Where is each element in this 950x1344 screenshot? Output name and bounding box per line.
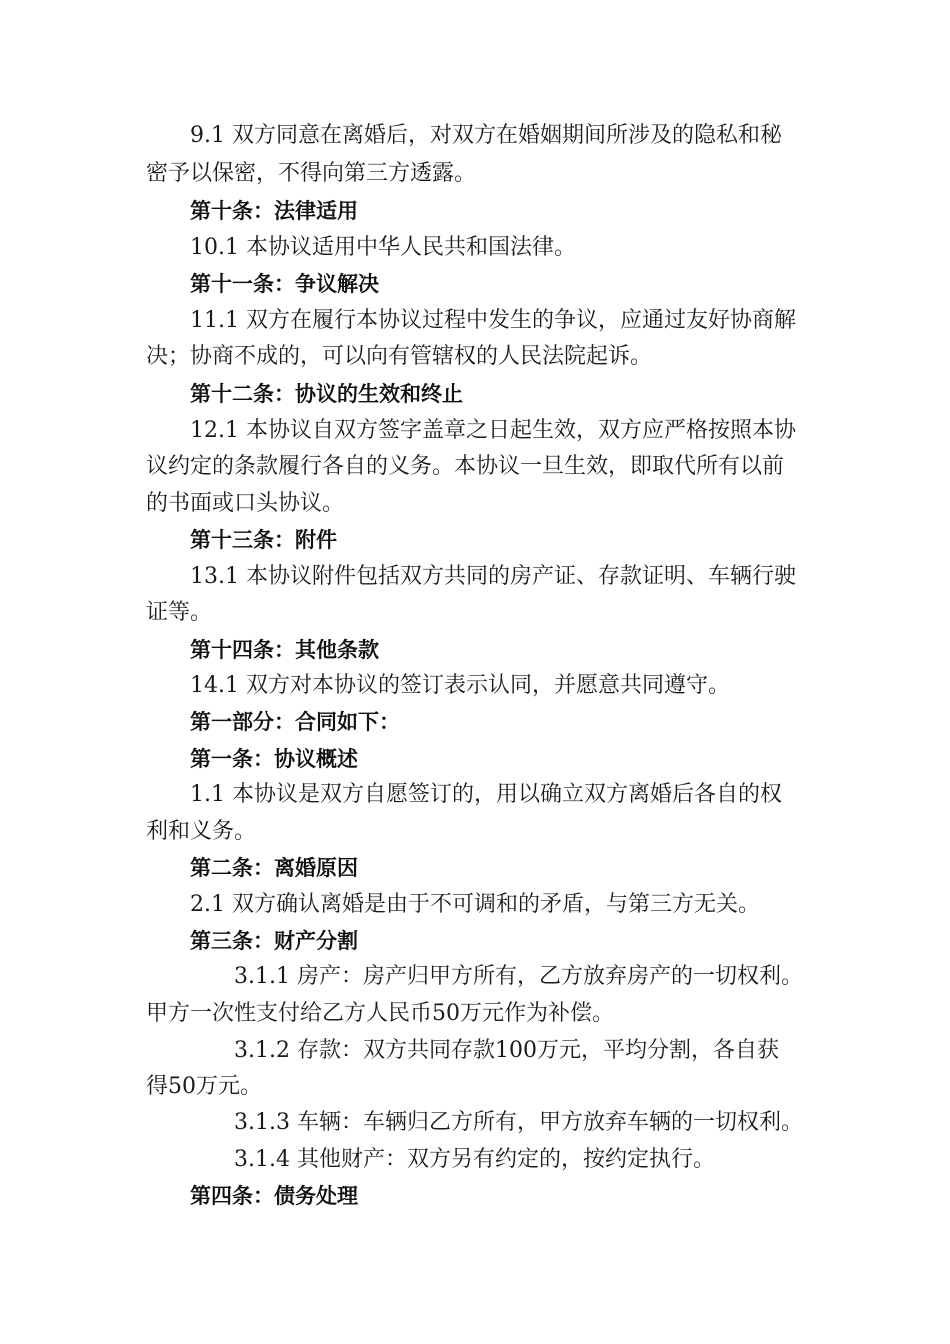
- clause-3-1-2-line-2: 得50万元。: [146, 1074, 262, 1099]
- clause-9-1-line-1: 9.1 双方同意在离婚后，对双方在婚姻期间所涉及的隐私和秘: [190, 123, 782, 148]
- article-2-heading: 第二条：离婚原因: [190, 856, 358, 880]
- article-12-heading: 第十二条：协议的生效和终止: [190, 382, 463, 406]
- article-10-heading: 第十条：法律适用: [190, 199, 358, 223]
- clause-2-1: 2.1 双方确认离婚是由于不可调和的矛盾，与第三方无关。: [190, 892, 760, 917]
- part-1-heading: 第一部分：合同如下：: [190, 710, 400, 734]
- clause-12-1-line-2: 议约定的条款履行各自的义务。本协议一旦生效，即取代所有以前: [146, 454, 785, 479]
- clause-10-1: 10.1 本协议适用中华人民共和国法律。: [190, 235, 576, 260]
- clause-3-1-1-line-1: 3.1.1 房产：房产归甲方所有，乙方放弃房产的一切权利。: [234, 964, 803, 989]
- clause-3-1-1-line-2: 甲方一次性支付给乙方人民币50万元作为补偿。: [146, 1001, 614, 1026]
- clause-1-1-line-1: 1.1 本协议是双方自愿签订的，用以确立双方离婚后各自的权: [190, 782, 782, 807]
- clause-9-1-line-2: 密予以保密，不得向第三方透露。: [146, 161, 477, 186]
- article-11-heading: 第十一条：争议解决: [190, 272, 379, 296]
- clause-11-1-line-2: 决；协商不成的，可以向有管辖权的人民法院起诉。: [146, 344, 653, 369]
- clause-13-1-line-2: 证等。: [146, 600, 213, 625]
- article-14-heading: 第十四条：其他条款: [190, 638, 379, 662]
- clause-3-1-4: 3.1.4 其他财产：双方另有约定的，按约定执行。: [234, 1147, 715, 1172]
- clause-12-1-line-3: 的书面或口头协议。: [146, 491, 345, 516]
- article-3-heading: 第三条：财产分割: [190, 929, 358, 953]
- article-13-heading: 第十三条：附件: [190, 528, 337, 552]
- clause-12-1-line-1: 12.1 本协议自双方签字盖章之日起生效，双方应严格按照本协: [190, 418, 796, 443]
- clause-3-1-3: 3.1.3 车辆：车辆归乙方所有，甲方放弃车辆的一切权利。: [234, 1110, 803, 1135]
- clause-3-1-2-line-1: 3.1.2 存款：双方共同存款100万元，平均分割，各自获: [234, 1038, 779, 1063]
- clause-14-1: 14.1 双方对本协议的签订表示认同，并愿意共同遵守。: [190, 673, 730, 698]
- article-4-heading: 第四条：债务处理: [190, 1184, 358, 1208]
- clause-13-1-line-1: 13.1 本协议附件包括双方共同的房产证、存款证明、车辆行驶: [190, 564, 796, 589]
- clause-1-1-line-2: 利和义务。: [146, 819, 257, 844]
- article-1-heading: 第一条：协议概述: [190, 747, 358, 771]
- clause-11-1-line-1: 11.1 双方在履行本协议过程中发生的争议，应通过友好协商解: [190, 308, 796, 333]
